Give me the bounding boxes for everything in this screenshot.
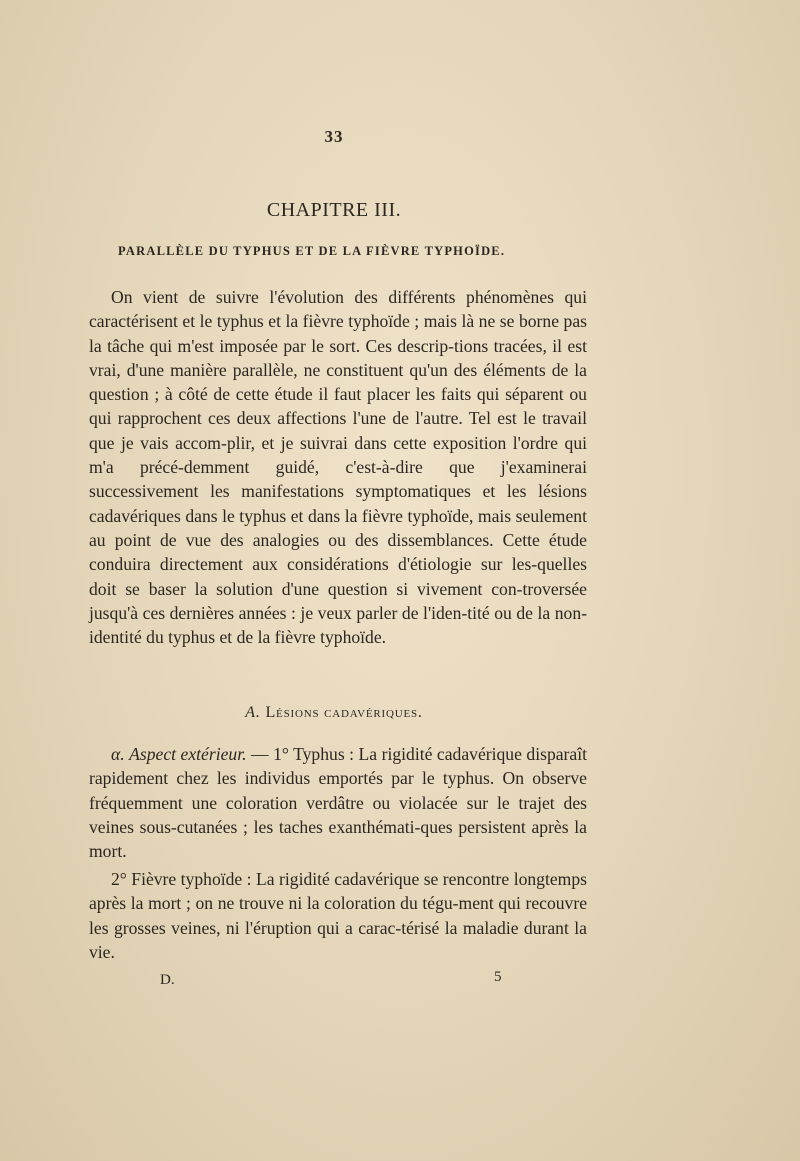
signature-mark: D. (160, 972, 175, 988)
subsection-heading (0, 704, 668, 722)
text-line: térisé la maladie durant la vie. (89, 917, 587, 962)
text-line: troversée jusqu'à ces dernières années : je veux parler de l'iden- (89, 578, 587, 623)
text-line: 2° Fièvre typhoïde : La rigidité cadavérique se rencontre (111, 869, 510, 889)
text-line: — 1° Typhus : La rigidité cadavérique (246, 744, 522, 764)
text-line: plir, et je suivrai dans cette exposition l'ordre qui m'a précé- (89, 432, 588, 478)
item-label: α. (111, 744, 125, 764)
subsection-letter: A. (245, 704, 261, 721)
text-line: disparaît rapidement chez les individus emportés par le typhus. (89, 744, 587, 789)
text-line: ment qui recouvre les grosses veines, ni l'éruption qui a carac- (89, 893, 587, 938)
text-line: On observe fréquemment une coloration verdâtre ou violacée (89, 768, 587, 813)
text-line: ques persistent après la mort. (89, 816, 587, 862)
paragraph-fever-text (89, 867, 587, 964)
subsection-title: Lésions cadavériques. (265, 704, 423, 721)
text-line: tité ou de la non-identité du typhus et de la fièvre typhoïde. (89, 602, 587, 648)
text-line: caractérisent et le typhus et la fièvre typhoïde ; mais là ne se (89, 311, 515, 332)
item-title: Aspect extérieur. (129, 744, 247, 764)
text-line: dans le typhus et dans la fièvre typhoïde, mais seulement au (89, 505, 587, 550)
sheet-number: 5 (494, 969, 502, 985)
text-line: demment guidé, c'est-à-dire que j'examinerai successivement (89, 457, 587, 502)
text-line: On vient de suivre l'évolution des différents phénomènes qui (111, 287, 587, 307)
page-number: 33 (324, 127, 344, 146)
section-heading: PARALLÈLE DU TYPHUS ET DE LA FIÈVRE TYPHOÏDE. (118, 244, 506, 258)
text-line: sur le trajet des veines sous-cutanées ; les taches exanthémati- (89, 792, 587, 837)
paragraph-intro-text (89, 285, 587, 649)
paragraph-aspect (89, 742, 587, 863)
text-line: tions tracées, il est vrai, d'une manière parallèle, ne constituent (89, 335, 587, 380)
text-line: les manifestations symptomatiques et les lésions cadavériques (89, 481, 587, 526)
paragraph-intro (89, 285, 587, 649)
text-line: longtemps après la mort ; on ne trouve ni la coloration du tégu- (89, 869, 587, 914)
text-line: qu'un des éléments de la question ; à côté de cette étude il (89, 359, 587, 405)
text-line: borne pas la tâche qui m'est imposée par le sort. Ces descrip- (89, 311, 587, 356)
text-line: point de vue des analogies ou des dissemblances. Cette étude (114, 529, 587, 550)
text-line: quelles doit se baser la solution d'une question si vivement con- (89, 554, 587, 599)
paragraph-fever (89, 867, 587, 964)
text-line: faut placer les faits qui séparent ou qui rapprochent ces deux (89, 384, 587, 429)
chapter-title: CHAPITRE III. (266, 199, 402, 221)
text-line: conduira directement aux considérations d'étiologie sur les- (89, 554, 538, 575)
text-line: affections l'une de l'autre. Tel est le travail que je vais accom- (89, 408, 588, 453)
paragraph-aspect-text (89, 742, 587, 863)
